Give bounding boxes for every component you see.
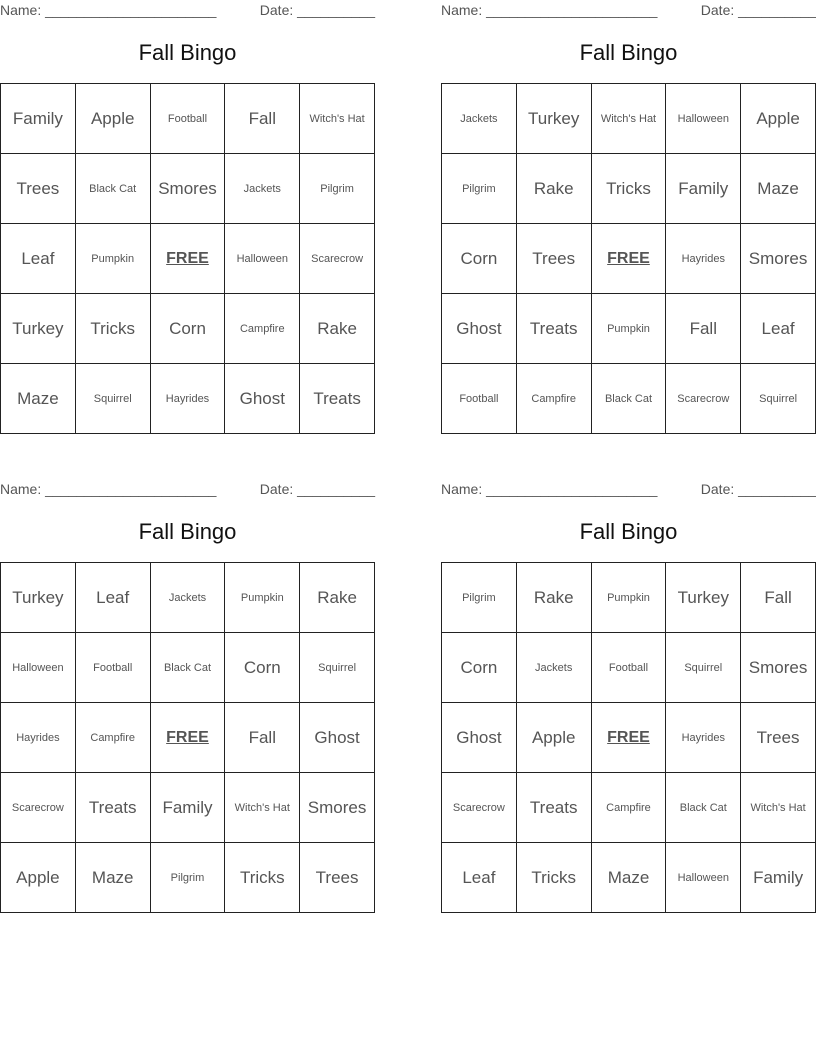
bingo-cell: Black Cat: [592, 364, 667, 434]
bingo-cell: Fall: [666, 294, 741, 364]
date-field[interactable]: Date: __________: [259, 481, 375, 497]
bingo-cell: Corn: [151, 294, 226, 364]
bingo-cell: Leaf: [1, 224, 76, 294]
bingo-cell: Smores: [741, 224, 816, 294]
bingo-cell: Leaf: [442, 843, 517, 913]
bingo-cell: Trees: [741, 703, 816, 773]
bingo-cell: Rake: [517, 563, 592, 633]
bingo-cell: Halloween: [1, 633, 76, 703]
bingo-cell: Trees: [1, 154, 76, 224]
bingo-cell: Scarecrow: [666, 364, 741, 434]
card-title: Fall Bingo: [579, 40, 678, 65]
bingo-cell: Tricks: [517, 843, 592, 913]
bingo-cell: Apple: [741, 84, 816, 154]
bingo-cell: Rake: [300, 563, 375, 633]
bingo-cell: Leaf: [741, 294, 816, 364]
bingo-cell: Ghost: [225, 364, 300, 434]
bingo-cell: Corn: [442, 224, 517, 294]
bingo-cell: Scarecrow: [1, 773, 76, 843]
bingo-cell: Pumpkin: [225, 563, 300, 633]
bingo-cell: Football: [151, 84, 226, 154]
bingo-cell: Family: [741, 843, 816, 913]
bingo-cell: Fall: [225, 703, 300, 773]
bingo-cell: Smores: [741, 633, 816, 703]
bingo-cell: Smores: [300, 773, 375, 843]
bingo-cell: Ghost: [300, 703, 375, 773]
bingo-cell: Hayrides: [666, 224, 741, 294]
bingo-cell: Black Cat: [666, 773, 741, 843]
bingo-cell: Pilgrim: [151, 843, 226, 913]
bingo-cell: Scarecrow: [442, 773, 517, 843]
date-field[interactable]: Date: __________: [259, 2, 375, 18]
bingo-cell: Jackets: [225, 154, 300, 224]
bingo-cell: Witch's Hat: [592, 84, 667, 154]
bingo-cell: Ghost: [442, 294, 517, 364]
bingo-cell: Family: [1, 84, 76, 154]
bingo-cell: Halloween: [666, 84, 741, 154]
bingo-cell: Turkey: [666, 563, 741, 633]
free-space-cell: FREE: [151, 224, 226, 294]
bingo-cell: Family: [151, 773, 226, 843]
bingo-cell: Campfire: [76, 703, 151, 773]
free-space-cell: FREE: [592, 703, 667, 773]
bingo-cell: Tricks: [225, 843, 300, 913]
bingo-cell: Maze: [1, 364, 76, 434]
bingo-cell: Squirrel: [300, 633, 375, 703]
name-field[interactable]: Name: ______________________: [441, 481, 658, 497]
bingo-cell: Halloween: [666, 843, 741, 913]
bingo-cell: Treats: [300, 364, 375, 434]
bingo-cell: Trees: [517, 224, 592, 294]
bingo-cell: Jackets: [517, 633, 592, 703]
bingo-cell: Pilgrim: [442, 563, 517, 633]
bingo-cell: Pumpkin: [592, 294, 667, 364]
bingo-cell: Corn: [442, 633, 517, 703]
bingo-cell: Apple: [517, 703, 592, 773]
card-title: Fall Bingo: [138, 40, 237, 65]
bingo-cell: Fall: [741, 563, 816, 633]
bingo-cell: Maze: [741, 154, 816, 224]
bingo-cell: Squirrel: [666, 633, 741, 703]
bingo-cell: Corn: [225, 633, 300, 703]
bingo-cell: Football: [76, 633, 151, 703]
bingo-grid: [0, 562, 375, 913]
bingo-card-3: [0, 479, 375, 914]
bingo-cell: Pilgrim: [442, 154, 517, 224]
bingo-cell: Leaf: [76, 563, 151, 633]
bingo-cell: Pilgrim: [300, 154, 375, 224]
bingo-cell: Witch's Hat: [300, 84, 375, 154]
bingo-grid: [441, 562, 816, 913]
bingo-cell: Squirrel: [76, 364, 151, 434]
bingo-cell: Rake: [517, 154, 592, 224]
bingo-cell: Tricks: [592, 154, 667, 224]
bingo-cell: Turkey: [517, 84, 592, 154]
bingo-cell: Scarecrow: [300, 224, 375, 294]
free-space-cell: FREE: [151, 703, 226, 773]
bingo-cell: Hayrides: [666, 703, 741, 773]
bingo-cell: Ghost: [442, 703, 517, 773]
bingo-cell: Turkey: [1, 294, 76, 364]
bingo-cell: Witch's Hat: [225, 773, 300, 843]
bingo-cell: Halloween: [225, 224, 300, 294]
bingo-grid: [0, 83, 375, 434]
bingo-cell: Apple: [76, 84, 151, 154]
bingo-cell: Pumpkin: [592, 563, 667, 633]
bingo-cell: Rake: [300, 294, 375, 364]
bingo-cell: Maze: [76, 843, 151, 913]
name-field[interactable]: Name: ______________________: [0, 2, 217, 18]
name-field[interactable]: Name: ______________________: [0, 481, 217, 497]
bingo-cell: Fall: [225, 84, 300, 154]
bingo-card-1: [0, 0, 375, 435]
bingo-cell: Tricks: [76, 294, 151, 364]
date-field[interactable]: Date: __________: [700, 481, 816, 497]
bingo-cell: Campfire: [592, 773, 667, 843]
date-field[interactable]: Date: __________: [700, 2, 816, 18]
bingo-cell: Family: [666, 154, 741, 224]
bingo-cell: Squirrel: [741, 364, 816, 434]
bingo-cell: Campfire: [225, 294, 300, 364]
bingo-cell: Campfire: [517, 364, 592, 434]
bingo-cell: Witch's Hat: [741, 773, 816, 843]
card-title: Fall Bingo: [579, 519, 678, 544]
bingo-cell: Jackets: [442, 84, 517, 154]
bingo-cell: Hayrides: [151, 364, 226, 434]
bingo-cell: Football: [442, 364, 517, 434]
bingo-cell: Football: [592, 633, 667, 703]
bingo-cell: Treats: [76, 773, 151, 843]
bingo-cell: Apple: [1, 843, 76, 913]
bingo-cell: Trees: [300, 843, 375, 913]
bingo-card-4: [441, 479, 816, 914]
bingo-card-2: [441, 0, 816, 435]
bingo-cell: Turkey: [1, 563, 76, 633]
bingo-cell: Smores: [151, 154, 226, 224]
name-field[interactable]: Name: ______________________: [441, 2, 658, 18]
bingo-cell: Hayrides: [1, 703, 76, 773]
bingo-cell: Treats: [517, 773, 592, 843]
bingo-cell: Black Cat: [76, 154, 151, 224]
bingo-cell: Black Cat: [151, 633, 226, 703]
card-title: Fall Bingo: [138, 519, 237, 544]
bingo-cell: Maze: [592, 843, 667, 913]
bingo-cell: Treats: [517, 294, 592, 364]
bingo-grid: [441, 83, 816, 434]
free-space-cell: FREE: [592, 224, 667, 294]
bingo-cell: Pumpkin: [76, 224, 151, 294]
bingo-cell: Jackets: [151, 563, 226, 633]
